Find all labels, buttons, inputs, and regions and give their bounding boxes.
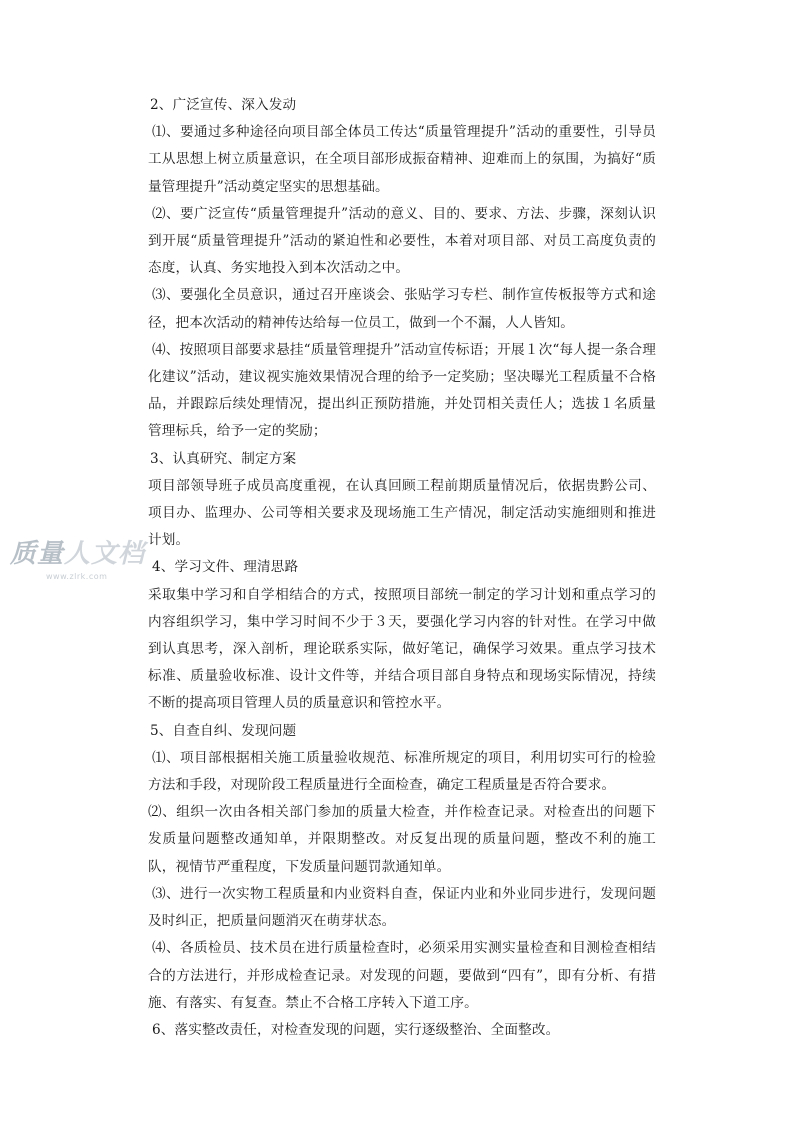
watermark-logo xyxy=(10,538,160,598)
paragraph-5-4: ⑷、各质检员、技术员在进行质量检查时，必须采用实测实量检查和目测检查相结合的方法进行，并形成检查记录。对发现的问题，要做到“四有”，即有分析、有措施、有落实、有复查。禁止不合格工序转入下道工序。 xyxy=(148,940,656,1011)
watermark-url: www.zlrk.com xyxy=(46,572,108,581)
paragraph-5-1: ⑴、项目部根据相关施工质量验收规范、标准所规定的项目，利用切实可行的检验方法和手段，对现阶段工程质量进行全面检查，确定工程质量是否符合要求。 xyxy=(148,749,656,794)
paragraph-2-4: ⑷、按照项目部要求悬挂“质量管理提升”活动宣传标语；开展１次“每人提一条合理化建议”活动，建议视实施效果情况合理的给予一定奖励；坚决曝光工程质量不合格品，并跟踪后续处理情况，提出纠正预防措施，并处罚相关责任人；选拔１名质量管理标兵，给予一定的奖励； xyxy=(148,341,656,440)
paragraph-2-1: ⑴、要通过多种途径向项目部全体员工传达“质量管理提升”活动的重要性，引导员工从思想上树立质量意识，在全项目部形成振奋精神、迎难而上的氛围，为搞好“质量管理提升”活动奠定坚实的思想基础。 xyxy=(148,124,656,195)
section-heading-6: 6、落实整改责任，对检查发现的问题，实行逐级整治、全面整改。 xyxy=(152,1021,560,1038)
section-heading-4: 4、学习文件、理清思路 xyxy=(152,559,299,576)
section-heading-2: 2、广泛宣传、深入发动 xyxy=(150,97,297,113)
paragraph-4: 采取集中学习和自学相结合的方式，按照项目部统一制定的学习计划和重点学习的内容组织学习，集中学习时间不少于３天，要强化学习内容的针对性。在学习中做到认真思考，深入剖析，理论联系实际，做好笔记，确保学习效果。重点学习技术标准、质量验收标准、设计文件等，并结合项目部自身特点和现场实际情况，持续不断的提高项目管理人员的质量意识和管控水平。 xyxy=(148,586,656,712)
paragraph-2-2: ⑵、要广泛宣传“质量管理提升”活动的意义、目的、要求、方法、步骤，深刻认识到开展“质量管理提升”活动的紧迫性和必要性，本着对项目部、对员工高度负责的态度，认真、务实地投入到本次活动之中。 xyxy=(148,205,656,277)
paragraph-5-2: ⑵、组织一次由各相关部门参加的质量大检查，并作检查记录。对检查出的问题下发质量问题整改通知单，并限期整改。对反复出现的质量问题，整改不利的施工队，视情节严重程度，下发质量问题罚款通知单。 xyxy=(148,804,656,875)
paragraph-3: 项目部领导班子成员高度重视，在认真回顾工程前期质量情况后，依据贵黔公司、项目办、监理办、公司等相关要求及现场施工生产情况，制定活动实施细则和推进计划。 xyxy=(148,477,656,549)
section-heading-3: 3、认真研究、制定方案 xyxy=(150,450,297,467)
watermark-part2: 人文档 xyxy=(64,539,146,569)
document-body xyxy=(148,92,656,1044)
watermark-part1: 质量 xyxy=(10,539,65,569)
paragraph-2-3: ⑶、要强化全员意识，通过召开座谈会、张贴学习专栏、制作宣传板报等方式和途径，把本次活动的精神传达给每一位员工，做到一个不漏，人人皆知。 xyxy=(148,287,656,331)
section-heading-5: 5、自查自纠、发现问题 xyxy=(150,722,297,739)
watermark-title xyxy=(10,538,145,570)
paragraph-5-3: ⑶、进行一次实物工程质量和内业资料自查，保证内业和外业同步进行，发现问题及时纠正，把质量问题消灭在萌芽状态。 xyxy=(148,885,656,930)
